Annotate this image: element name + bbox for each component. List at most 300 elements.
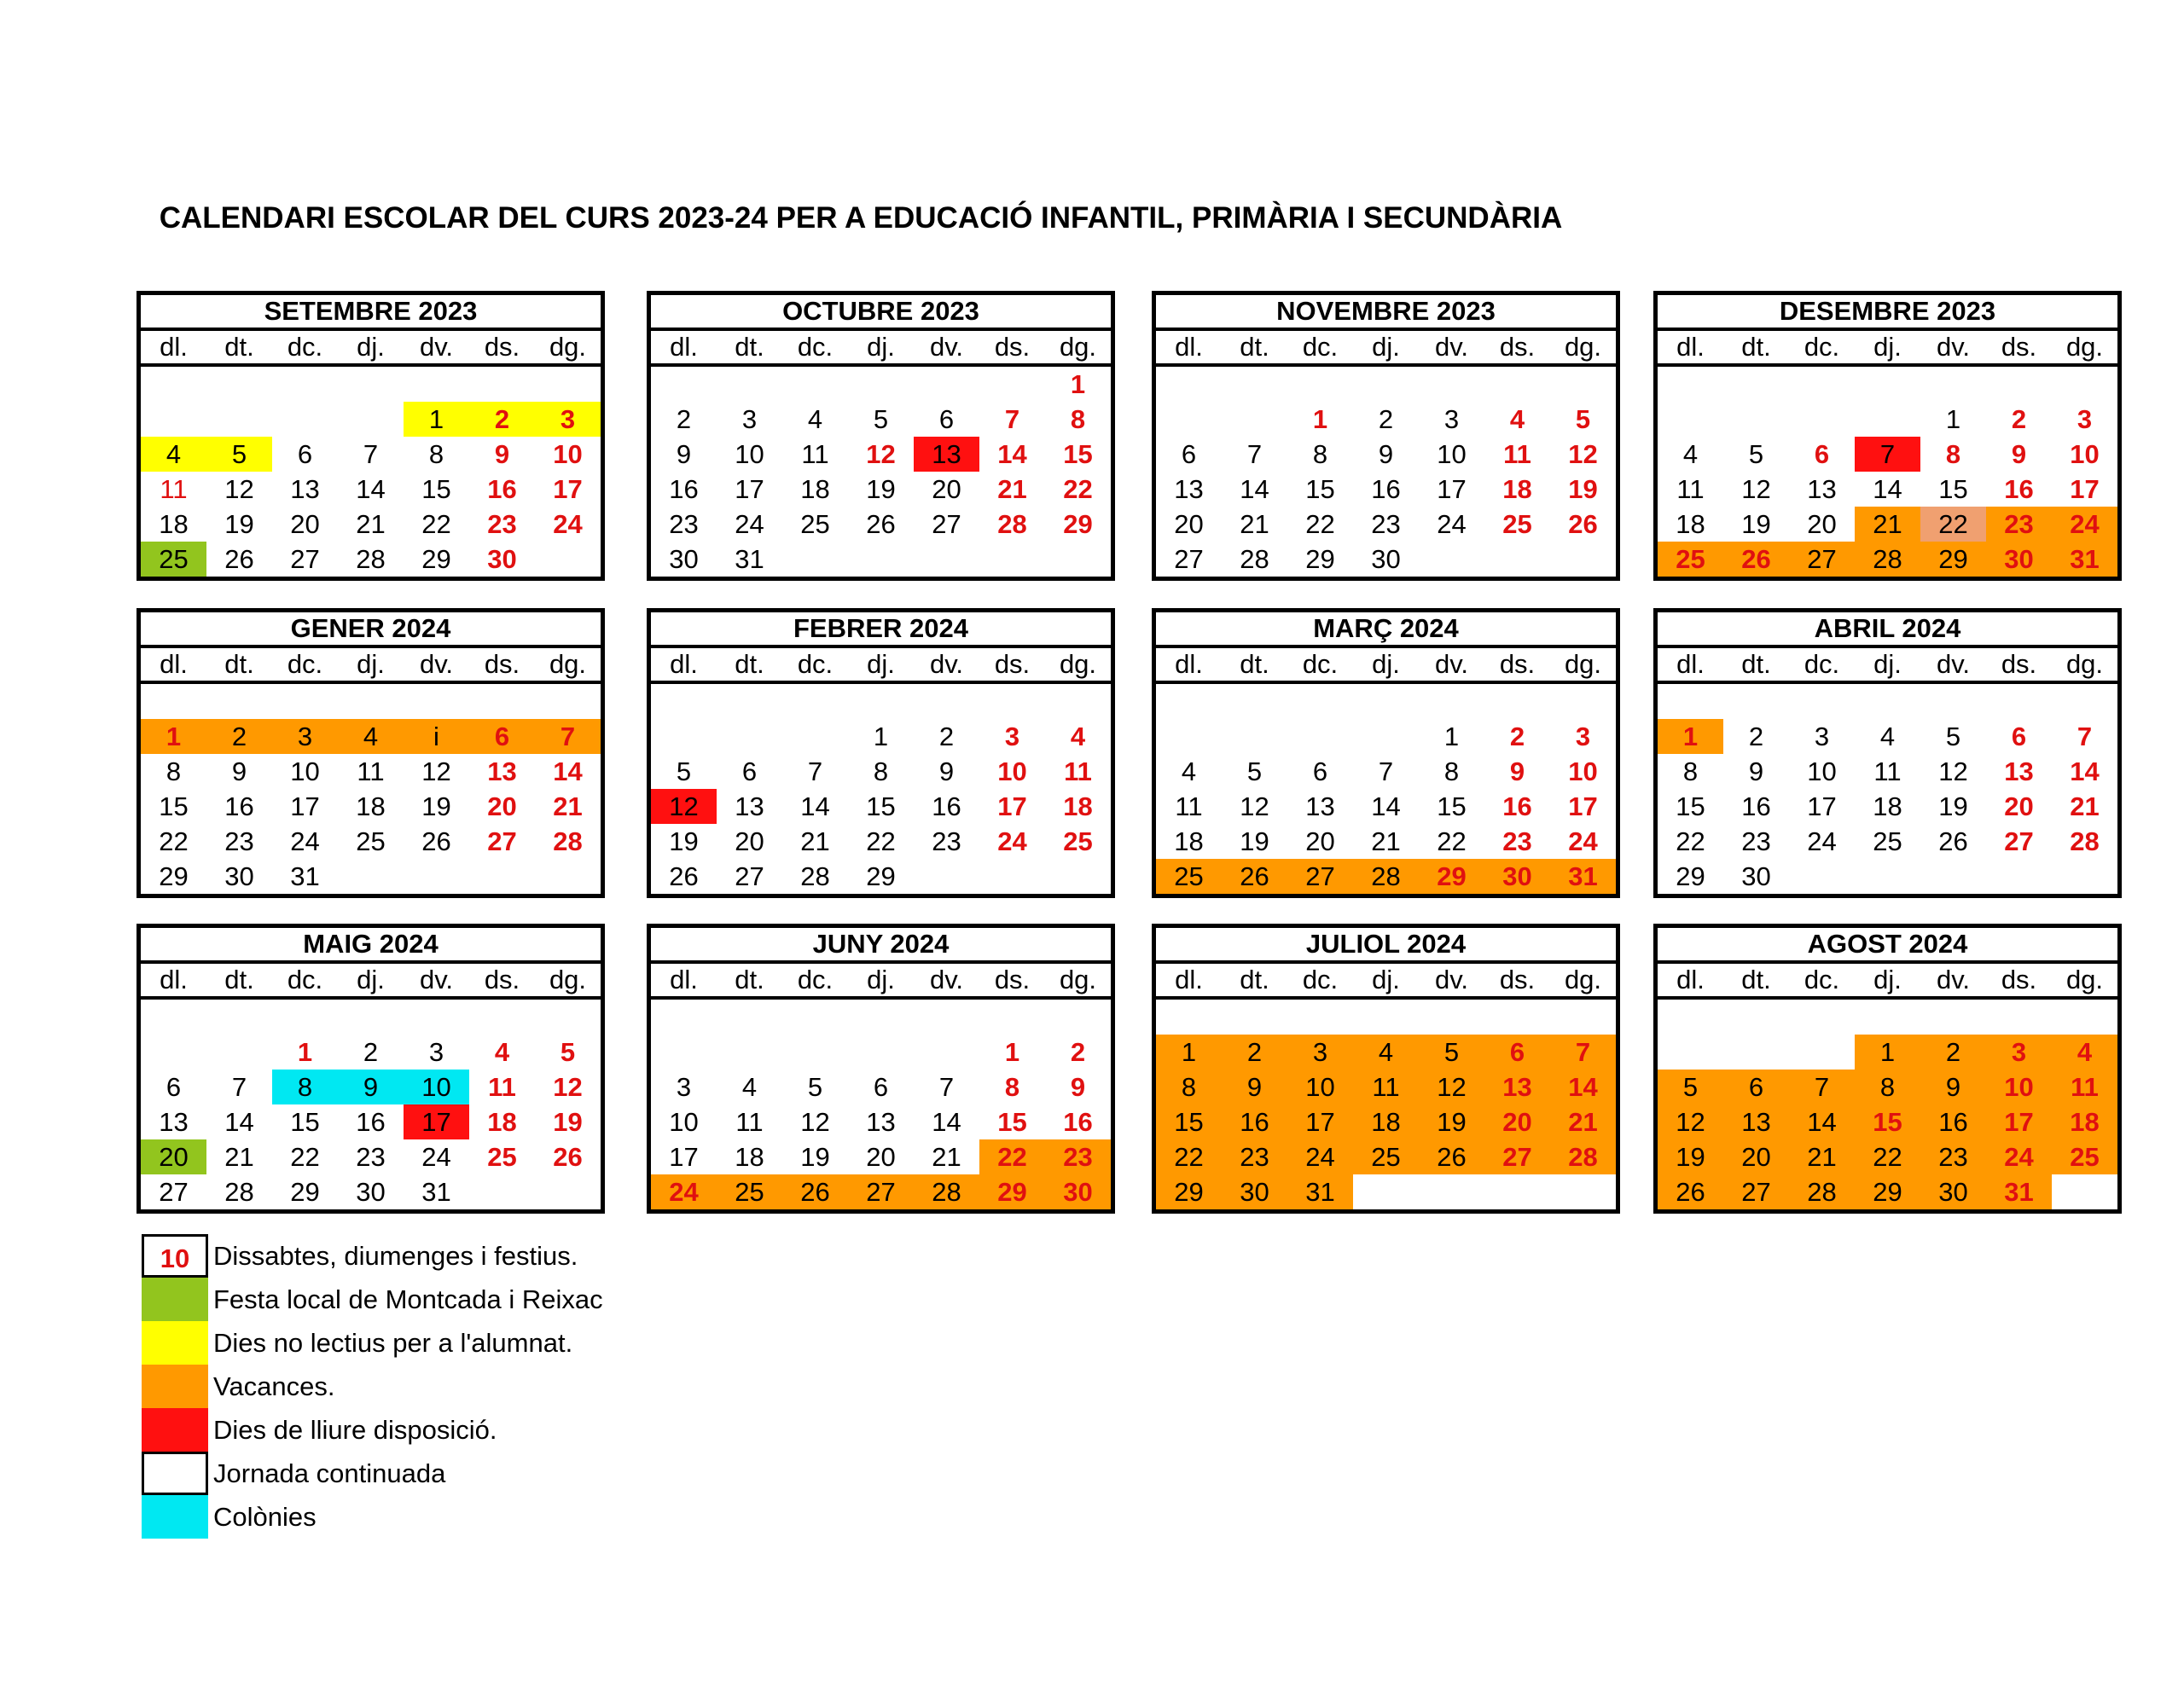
day-cell: 20: [1807, 509, 1837, 539]
day-cell: 28: [1855, 542, 1920, 577]
day-cell: 5: [1575, 404, 1591, 434]
day-cell: 18: [1353, 1104, 1419, 1139]
weekday-label: ds.: [994, 649, 1031, 679]
day-cell: 19: [1240, 826, 1269, 856]
day-cell: 15: [997, 1107, 1027, 1137]
day-cell-empty: [1658, 367, 1723, 402]
weekday-label: dc.: [1302, 332, 1339, 362]
day-cell: 17: [735, 474, 764, 504]
weekday-label: dc.: [287, 332, 323, 362]
day-cell: 2: [1222, 1035, 1287, 1070]
day-cell-empty: [535, 1000, 601, 1035]
day-cell: 20: [487, 791, 517, 821]
weekday-label: dg.: [1059, 332, 1097, 362]
day-cell: 24: [1437, 509, 1467, 539]
day-cell-empty: [141, 1035, 206, 1070]
day-cell: 14: [2070, 757, 2100, 786]
day-cell: 24: [651, 1174, 717, 1209]
day-cell-empty: [1789, 684, 1855, 719]
day-cell-empty: [272, 402, 338, 437]
day-cell: 3: [1986, 1035, 2052, 1070]
day-cell: 27: [290, 544, 320, 574]
day-cell: 2: [1920, 1035, 1986, 1070]
day-cell: 31: [1986, 1174, 2052, 1209]
weekday-label: dv.: [1936, 965, 1971, 994]
day-cell: 28: [1353, 859, 1419, 894]
day-cell-empty: [1419, 367, 1484, 402]
day-cell: 18: [735, 1142, 764, 1172]
day-cell-empty: [535, 684, 601, 719]
legend-label: Colònies: [213, 1502, 317, 1532]
day-cell: 12: [1240, 791, 1269, 821]
day-cell-empty: [848, 1035, 914, 1070]
day-cell: 21: [932, 1142, 961, 1172]
day-cell: 16: [1920, 1104, 1986, 1139]
weekday-label: dj.: [1873, 965, 1902, 994]
legend-label: Jornada continuada: [213, 1458, 446, 1488]
day-cell: 18: [800, 474, 830, 504]
days-grid: [1658, 684, 2117, 894]
day-cell: 16: [1222, 1104, 1287, 1139]
day-cell: 31: [2052, 542, 2117, 577]
day-cell: 23: [1222, 1139, 1287, 1174]
day-cell: 23: [669, 509, 699, 539]
day-cell-empty: [914, 1035, 979, 1070]
weekday-label: dl.: [1175, 965, 1203, 994]
day-cell-empty: [1723, 402, 1789, 437]
day-cell: 5: [1246, 757, 1263, 786]
day-cell-empty: [338, 684, 404, 719]
day-cell: 29: [1855, 1174, 1920, 1209]
day-cell: 25: [1502, 509, 1532, 539]
weekday-label: dc.: [287, 649, 323, 679]
day-cell: 17: [404, 1104, 469, 1139]
day-cell-empty: [1789, 402, 1855, 437]
day-cell: 7: [231, 1072, 247, 1102]
weekday-label: dl.: [1676, 332, 1705, 362]
day-cell-empty: [272, 684, 338, 719]
day-cell-empty: [206, 1035, 272, 1070]
weekday-label: dt.: [735, 649, 764, 679]
day-cell: 9: [231, 757, 247, 786]
day-cell-empty: [1156, 1000, 1222, 1035]
day-cell: 7: [1378, 757, 1394, 786]
legend-row-local-holiday: [142, 1278, 824, 1321]
day-cell: 27: [1287, 859, 1353, 894]
day-cell: 19: [866, 474, 896, 504]
weekday-label: dg.: [1564, 649, 1602, 679]
day-cell: 6: [2011, 722, 2027, 751]
day-cell: 3: [741, 404, 758, 434]
day-cell: 29: [1419, 859, 1484, 894]
day-cell-empty: [141, 684, 206, 719]
day-cell: 21: [356, 509, 386, 539]
day-cell-empty: [141, 402, 206, 437]
day-cell: 11: [1064, 757, 1092, 786]
day-cell: 12: [1938, 757, 1968, 786]
weekday-header: [141, 648, 601, 684]
day-cell: 1: [1855, 1035, 1920, 1070]
day-cell: 25: [1658, 542, 1723, 577]
days-grid: [1156, 684, 1616, 894]
day-cell: 6: [938, 404, 955, 434]
weekday-label: dc.: [1302, 649, 1339, 679]
day-cell: 24: [1568, 826, 1598, 856]
day-cell: 7: [1246, 439, 1263, 469]
day-cell: 4: [1682, 439, 1699, 469]
day-cell: 12: [1568, 439, 1598, 469]
day-cell: 20: [141, 1139, 206, 1174]
day-cell: 6: [297, 439, 313, 469]
calendar-grid: [136, 291, 2104, 1211]
day-cell-empty: [1419, 684, 1484, 719]
days-grid: [1658, 1000, 2117, 1209]
weekday-label: dt.: [735, 332, 764, 362]
day-cell: 14: [1873, 474, 1902, 504]
weekday-label: dg.: [1564, 332, 1602, 362]
day-cell: 4: [741, 1072, 758, 1102]
day-cell: 24: [421, 1142, 451, 1172]
day-cell: 5: [807, 1072, 823, 1102]
day-cell: 12: [651, 789, 717, 824]
day-cell-empty: [848, 684, 914, 719]
day-cell: 31: [290, 861, 320, 891]
day-cell: 3: [1814, 722, 1830, 751]
day-cell: 9: [1748, 757, 1764, 786]
day-cell: 14: [800, 791, 830, 821]
day-cell: 5: [206, 437, 272, 472]
day-cell: 7: [363, 439, 379, 469]
day-cell-empty: [469, 367, 535, 402]
day-cell-empty: [782, 1035, 848, 1070]
day-cell-empty: [206, 402, 272, 437]
day-cell: 18: [1174, 826, 1204, 856]
day-cell-empty: [1222, 367, 1287, 402]
weekday-label: dg.: [549, 649, 587, 679]
weekday-label: ds.: [1499, 649, 1536, 679]
day-cell: 28: [914, 1174, 979, 1209]
weekday-label: dl.: [1676, 649, 1705, 679]
weekday-label: dj.: [867, 649, 895, 679]
day-cell: 26: [782, 1174, 848, 1209]
day-cell: 13: [735, 791, 764, 821]
month-block: [1653, 924, 2122, 1214]
day-cell: 6: [1723, 1070, 1789, 1104]
day-cell: 16: [1371, 474, 1401, 504]
day-cell: 26: [1222, 859, 1287, 894]
weekday-label: dl.: [160, 332, 188, 362]
weekday-header: [1658, 331, 2117, 367]
day-cell: 11: [2052, 1070, 2117, 1104]
day-cell: 20: [1723, 1139, 1789, 1174]
day-cell: 23: [1371, 509, 1401, 539]
day-cell: 28: [553, 826, 583, 856]
day-cell-empty: [651, 367, 717, 402]
day-cell: 27: [848, 1174, 914, 1209]
day-cell: 11: [1676, 474, 1705, 504]
day-cell: 1: [1658, 719, 1723, 754]
day-cell-empty: [651, 1035, 717, 1070]
day-cell: 16: [932, 791, 961, 821]
day-cell: 29: [1305, 544, 1335, 574]
day-cell: 18: [356, 791, 386, 821]
weekday-label: ds.: [994, 965, 1031, 994]
day-cell: 9: [1070, 1072, 1086, 1102]
day-cell: 15: [159, 791, 189, 821]
day-cell: 4: [141, 437, 206, 472]
day-cell: 12: [421, 757, 451, 786]
weekday-label: dg.: [2065, 332, 2104, 362]
weekday-label: ds.: [2001, 965, 2037, 994]
legend-row-non-teaching: [142, 1321, 824, 1365]
day-cell-empty: [1353, 684, 1419, 719]
day-cell: 28: [800, 861, 830, 891]
day-cell: 18: [2052, 1104, 2117, 1139]
days-grid: [651, 367, 1111, 577]
day-cell: 3: [535, 402, 601, 437]
day-cell: 11: [488, 1072, 516, 1102]
days-grid: [651, 684, 1111, 894]
day-cell: 28: [356, 544, 386, 574]
day-cell: 12: [1419, 1070, 1484, 1104]
day-cell: 27: [1789, 542, 1855, 577]
day-cell: 25: [1873, 826, 1902, 856]
day-cell-empty: [782, 367, 848, 402]
day-cell: 9: [1509, 757, 1525, 786]
day-cell: 31: [421, 1177, 451, 1207]
day-cell: 2: [1509, 722, 1525, 751]
day-cell: 5: [1945, 722, 1961, 751]
day-cell-empty: [1986, 367, 2052, 402]
day-cell-empty: [1156, 402, 1222, 437]
day-cell: 30: [1986, 542, 2052, 577]
day-cell: 26: [866, 509, 896, 539]
day-cell-empty: [979, 1000, 1045, 1035]
weekday-label: dv.: [419, 332, 454, 362]
day-cell: 30: [224, 861, 254, 891]
day-cell-empty: [1550, 1000, 1616, 1035]
day-cell: 11: [1353, 1070, 1419, 1104]
month-title: MARÇ 2024: [1156, 612, 1616, 648]
day-cell: 12: [1741, 474, 1771, 504]
day-cell: 1: [873, 722, 889, 751]
legend-swatch-yellow: [142, 1321, 208, 1365]
day-cell: 23: [356, 1142, 386, 1172]
day-cell: 7: [535, 719, 601, 754]
day-cell: 7: [1004, 404, 1020, 434]
weekday-label: dl.: [1175, 649, 1203, 679]
weekday-label: dc.: [287, 965, 323, 994]
weekday-label: dj.: [1372, 332, 1400, 362]
day-cell: 8: [1070, 404, 1086, 434]
day-cell-empty: [338, 402, 404, 437]
day-cell: 17: [997, 791, 1027, 821]
day-cell: 22: [1855, 1139, 1920, 1174]
legend-swatch-white: [142, 1452, 208, 1495]
day-cell: 10: [404, 1070, 469, 1104]
day-cell: 28: [224, 1177, 254, 1207]
day-cell: 29: [1920, 542, 1986, 577]
day-cell-empty: [651, 719, 717, 754]
day-cell-empty: [717, 367, 782, 402]
day-cell: 14: [356, 474, 386, 504]
day-cell: 22: [866, 826, 896, 856]
weekday-label: ds.: [2001, 649, 2037, 679]
month-title: MAIG 2024: [141, 928, 601, 964]
day-cell: 11: [801, 439, 829, 469]
day-cell: 21: [1789, 1139, 1855, 1174]
day-cell: 7: [938, 1072, 955, 1102]
day-cell: 8: [1855, 1070, 1920, 1104]
day-cell-empty: [1920, 367, 1986, 402]
day-cell: 14: [1550, 1070, 1616, 1104]
day-cell: 19: [224, 509, 254, 539]
day-cell-empty: [848, 1000, 914, 1035]
day-cell-empty: [141, 367, 206, 402]
day-cell: 7: [807, 757, 823, 786]
weekday-label: dj.: [357, 965, 385, 994]
weekday-label: dv.: [1936, 649, 1971, 679]
weekday-header: [651, 331, 1111, 367]
day-cell-empty: [404, 684, 469, 719]
weekday-label: dt.: [735, 965, 764, 994]
day-cell: 11: [357, 757, 385, 786]
weekday-header: [141, 964, 601, 1000]
day-cell: 21: [1371, 826, 1401, 856]
day-cell: 6: [1181, 439, 1197, 469]
day-cell: 2: [469, 402, 535, 437]
weekday-label: dj.: [357, 649, 385, 679]
legend-swatch-orange: [142, 1365, 208, 1408]
day-cell-empty: [2052, 367, 2117, 402]
day-cell: 22: [1305, 509, 1335, 539]
day-cell: 20: [1174, 509, 1204, 539]
day-cell: 31: [1287, 1174, 1353, 1209]
weekday-label: dt.: [1240, 332, 1269, 362]
day-cell: 29: [159, 861, 189, 891]
weekday-label: dc.: [1804, 965, 1840, 994]
day-cell-empty: [1484, 367, 1550, 402]
day-cell: 6: [469, 719, 535, 754]
day-cell-empty: [979, 367, 1045, 402]
day-cell-empty: [272, 1000, 338, 1035]
weekday-label: dt.: [1741, 965, 1771, 994]
days-grid: [1156, 1000, 1616, 1209]
day-cell: 12: [1658, 1104, 1723, 1139]
day-cell: 14: [1789, 1104, 1855, 1139]
day-cell: 25: [141, 542, 206, 577]
legend-label: Vacances.: [213, 1371, 335, 1401]
month-block: [1152, 608, 1620, 898]
day-cell: 17: [1287, 1104, 1353, 1139]
day-cell: 3: [1575, 722, 1591, 751]
day-cell-empty: [782, 719, 848, 754]
day-cell: 5: [1419, 1035, 1484, 1070]
day-cell: 8: [1004, 1072, 1020, 1102]
day-cell: 11: [1873, 757, 1902, 786]
day-cell: 17: [290, 791, 320, 821]
day-cell: 15: [1305, 474, 1335, 504]
day-cell: 16: [1063, 1107, 1093, 1137]
day-cell: 8: [1443, 757, 1460, 786]
weekday-label: dj.: [1873, 332, 1902, 362]
day-cell: 5: [1658, 1070, 1723, 1104]
weekday-label: dg.: [549, 965, 587, 994]
day-cell-empty: [651, 684, 717, 719]
day-cell: 19: [1938, 791, 1968, 821]
legend-swatch-sample: 10: [142, 1234, 208, 1278]
month-title: JULIOL 2024: [1156, 928, 1616, 964]
weekday-label: dj.: [1873, 649, 1902, 679]
day-cell: 14: [932, 1107, 961, 1137]
day-cell: 2: [206, 719, 272, 754]
day-cell: 21: [224, 1142, 254, 1172]
day-cell: 25: [487, 1142, 517, 1172]
days-grid: [651, 1000, 1111, 1209]
day-cell: 8: [1312, 439, 1328, 469]
day-cell-empty: [1658, 1035, 1723, 1070]
day-cell-empty: [338, 1000, 404, 1035]
weekday-label: dj.: [1372, 649, 1400, 679]
day-cell-empty: [272, 367, 338, 402]
day-cell-empty: [1353, 1000, 1419, 1035]
day-cell-empty: [1550, 684, 1616, 719]
day-cell: 23: [487, 509, 517, 539]
day-cell-empty: [782, 684, 848, 719]
day-cell: 4: [494, 1037, 510, 1067]
day-cell-empty: [141, 1000, 206, 1035]
day-cell: 16: [1741, 791, 1771, 821]
day-cell-empty: [1156, 367, 1222, 402]
day-cell-empty: [1723, 1000, 1789, 1035]
day-cell-empty: [338, 367, 404, 402]
day-cell: 13: [1807, 474, 1837, 504]
weekday-header: [651, 964, 1111, 1000]
day-cell: 11: [1175, 791, 1203, 821]
legend-row-vacation: [142, 1365, 824, 1408]
day-cell: 17: [553, 474, 583, 504]
day-cell-empty: [848, 367, 914, 402]
day-cell-empty: [1222, 1000, 1287, 1035]
weekday-label: dj.: [357, 332, 385, 362]
day-cell-empty: [206, 1000, 272, 1035]
day-cell: 10: [290, 757, 320, 786]
day-cell: 10: [2070, 439, 2100, 469]
day-cell: 1: [1945, 404, 1961, 434]
day-cell: 17: [1807, 791, 1837, 821]
day-cell: 17: [669, 1142, 699, 1172]
day-cell: 21: [2070, 791, 2100, 821]
day-cell: 3: [1287, 1035, 1353, 1070]
day-cell: 6: [1814, 439, 1830, 469]
day-cell: 8: [873, 757, 889, 786]
day-cell: 30: [1484, 859, 1550, 894]
day-cell: 24: [1287, 1139, 1353, 1174]
day-cell: 3: [2077, 404, 2093, 434]
month-title: ABRIL 2024: [1658, 612, 2117, 648]
day-cell-empty: [2052, 1000, 2117, 1035]
day-cell: 10: [1287, 1070, 1353, 1104]
day-cell: 7: [1789, 1070, 1855, 1104]
day-cell: 26: [421, 826, 451, 856]
day-cell: 23: [1741, 826, 1771, 856]
day-cell: 6: [166, 1072, 182, 1102]
day-cell: 14: [997, 439, 1027, 469]
day-cell: 4: [1353, 1035, 1419, 1070]
weekday-label: dt.: [1240, 649, 1269, 679]
days-grid: [141, 1000, 601, 1209]
day-cell: 8: [166, 757, 182, 786]
